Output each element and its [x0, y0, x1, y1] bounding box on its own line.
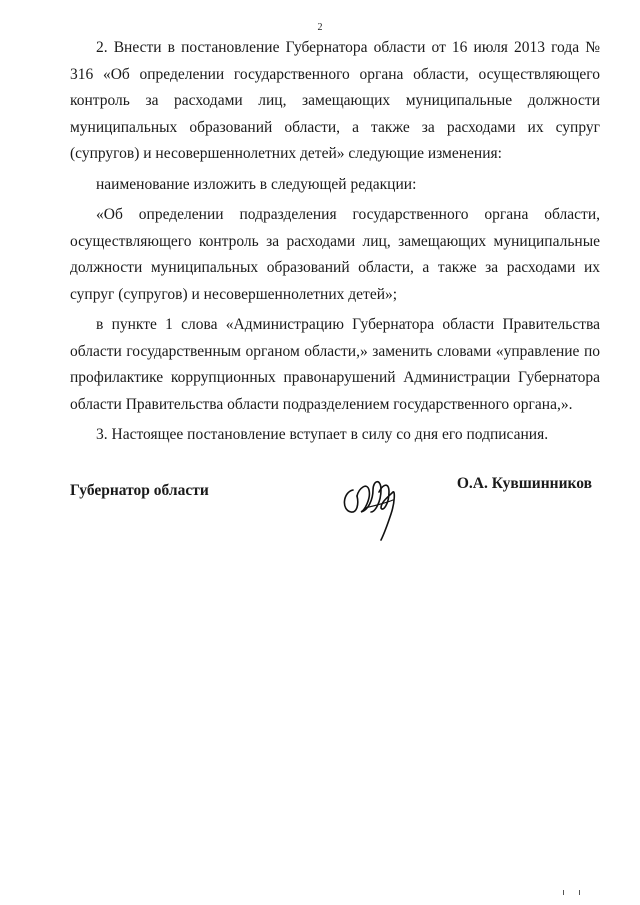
signer-name: О.А. Кувшинников	[456, 475, 592, 492]
paragraph-item-3: 3. Настоящее постановление вступает в силу со дня его подписания.	[96, 426, 549, 443]
signature-block	[70, 462, 600, 552]
scan-mark	[579, 890, 580, 895]
page-number: 2	[317, 22, 323, 33]
footer-scan-marks	[561, 889, 585, 895]
scan-mark	[563, 890, 564, 895]
paragraph-title-change-intro: наименование изложить в следующей редакции:	[96, 175, 417, 193]
document-body	[70, 35, 600, 449]
paragraph-new-title: «Об определении подразделения государственного органа области, осуществляющего контроль за расходами лиц, замещающих муниципальные должности муниципальных образований области, а также за расходами их супруг (супругов) и несовершеннолетних детей»;	[70, 206, 600, 303]
paragraph-point-1-change: в пункте 1 слова «Администрацию Губернатора области Правительства области государственным органом области,» заменить словами «управление по профилактике коррупционных правонарушений Администрации Губернатора области Правительства области подразделением государственного органа,».	[70, 316, 600, 413]
handwritten-signature	[335, 462, 415, 544]
signer-position: Губернатор области	[70, 482, 209, 499]
paragraph-item-2: 2. Внести в постановление Губернатора области от 16 июля 2013 года № 316 «Об определении государственного органа области, осуществляющего контроль за расходами лиц, замещающих муниципальные должности муниципальных образований области, а также за расходами их супруг (супругов) и несовершеннолетних детей» следующие изменения:	[70, 39, 600, 162]
